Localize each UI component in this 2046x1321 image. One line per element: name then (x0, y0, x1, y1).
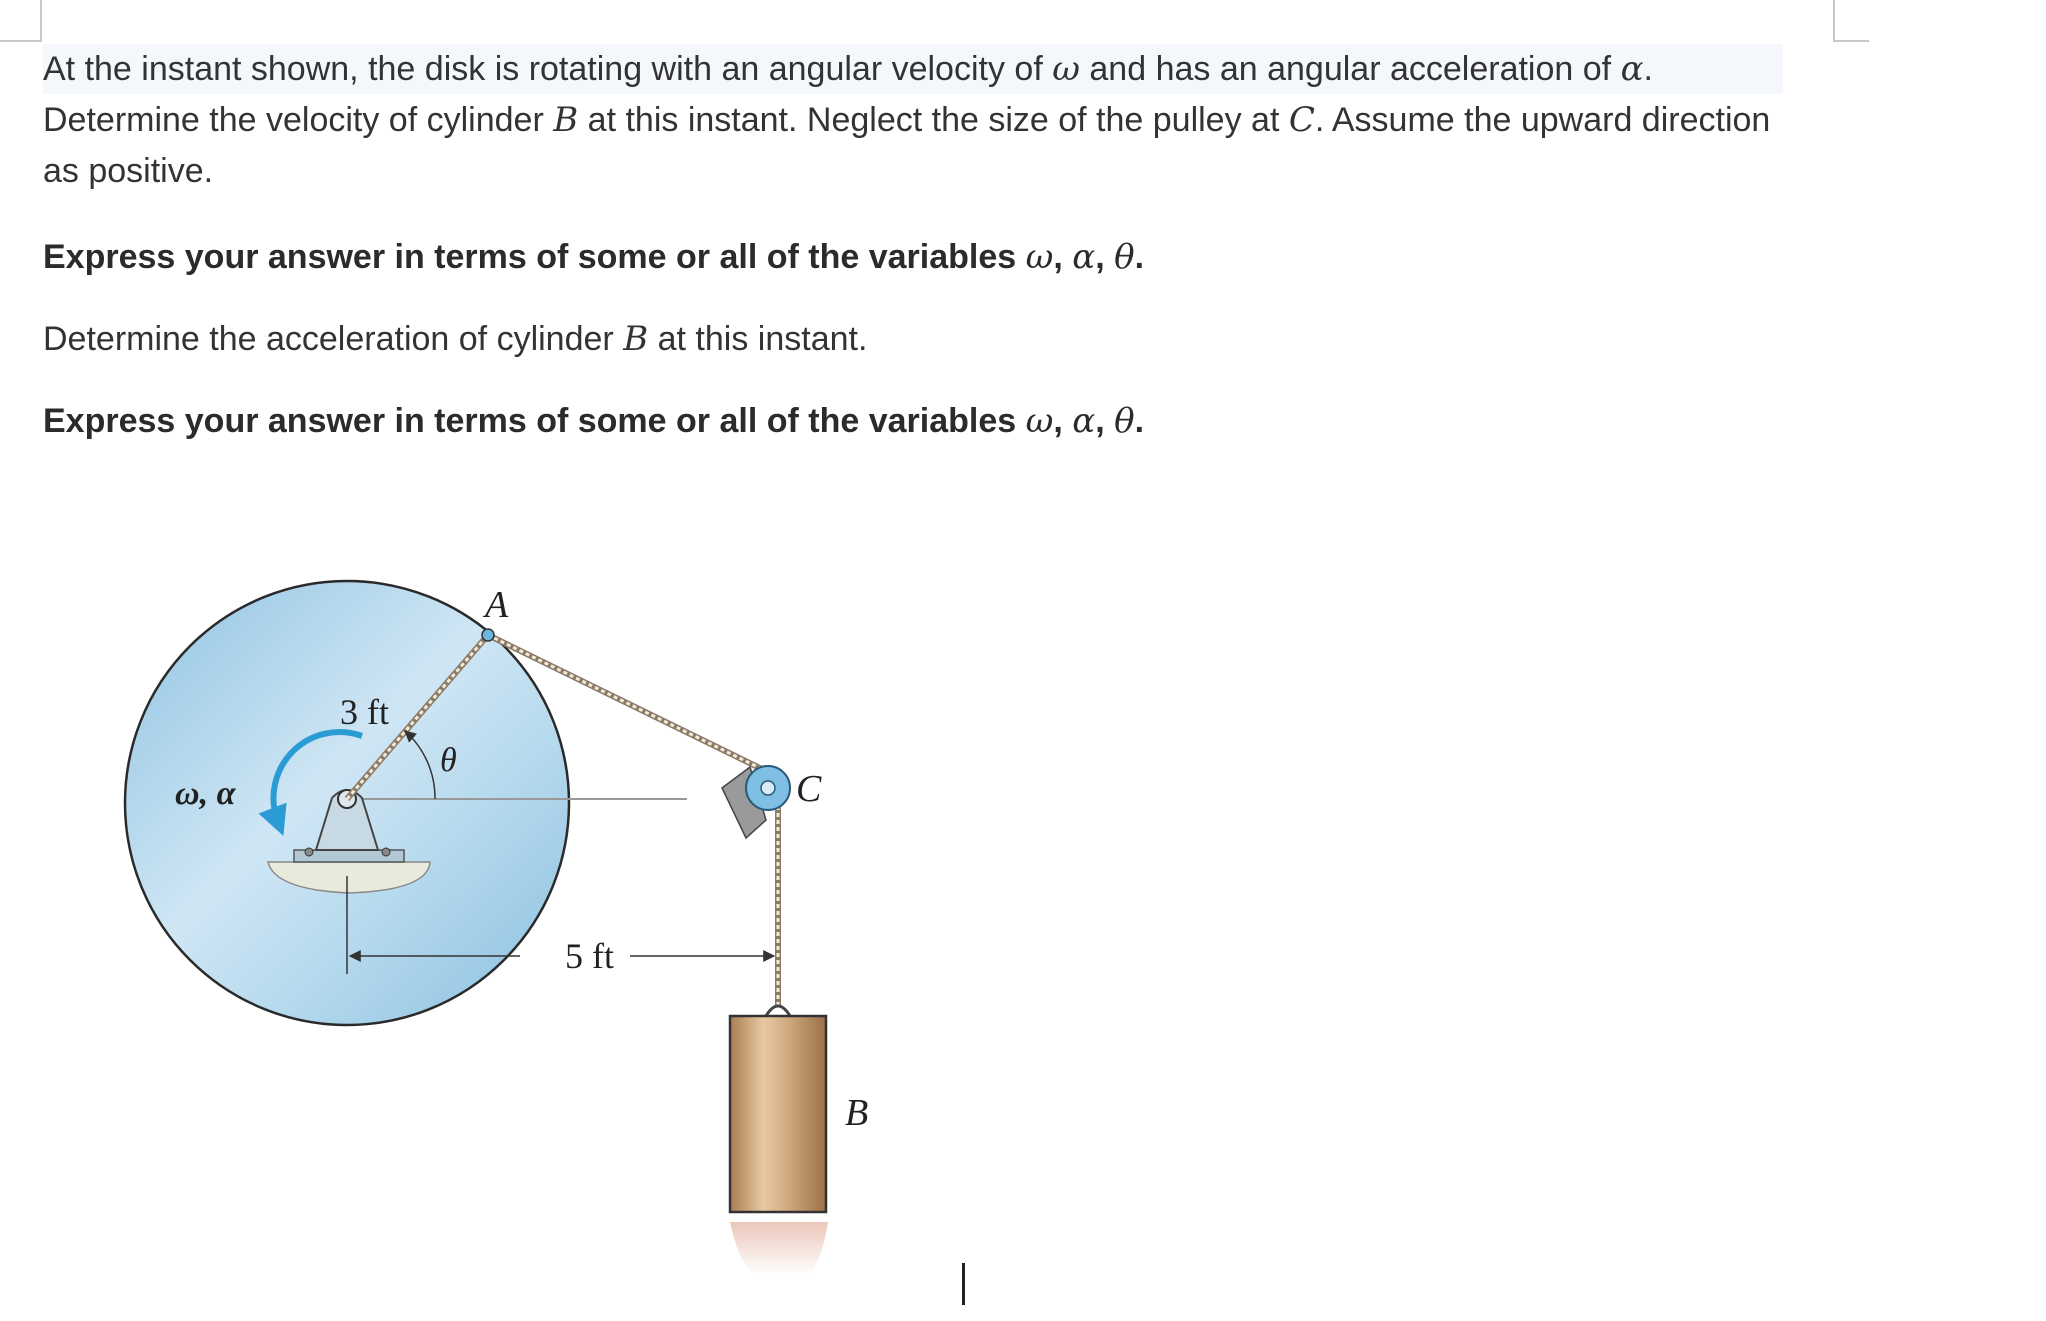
label-omega-alpha: ω, α (175, 775, 236, 812)
pulley-c-hub (761, 781, 775, 795)
separator: , (1053, 238, 1073, 276)
cylinder-b (730, 1016, 826, 1212)
theta-symbol: θ (1114, 237, 1135, 277)
separator: , (1095, 238, 1115, 276)
label-radius: 3 ft (340, 692, 389, 732)
cylinder-b-symbol: B (623, 319, 649, 359)
statement-text: At the instant shown, the disk is rotating with an angular velocity of (43, 50, 1053, 88)
label-theta: θ (440, 742, 457, 779)
label-a: A (485, 584, 509, 626)
label-distance: 5 ft (565, 936, 614, 976)
point-a-pin (482, 629, 494, 641)
statement-text: at this instant. Neglect the size of the pulley at (578, 101, 1289, 139)
omega-symbol: ω (1052, 49, 1080, 89)
alpha-symbol: α (1072, 401, 1096, 441)
corner-mark-right (1833, 0, 1869, 42)
statement-text: and has an angular acceleration of (1079, 50, 1621, 88)
pulley-c-symbol: C (1288, 100, 1315, 140)
statement-text: . Determine the velocity of cylinder (43, 50, 1653, 139)
mechanism-diagram (110, 560, 910, 1280)
question-text: Determine the acceleration of cylinder (43, 320, 624, 358)
alpha-symbol: α (1620, 49, 1644, 89)
text-cursor (962, 1263, 965, 1305)
cylinder-shadow (730, 1222, 828, 1275)
bolt-left (305, 848, 313, 856)
answer-instruction-1 (43, 232, 1783, 283)
instruction-text: Express your answer in terms of some or all of the variables (43, 238, 1026, 276)
corner-mark-left (0, 0, 42, 42)
cylinder-b-symbol: B (553, 100, 579, 140)
period: . (1134, 238, 1145, 276)
separator: , (1053, 402, 1073, 440)
cylinder-hook (766, 1006, 790, 1016)
statement-text: . Assume the upward direction as positive. (43, 101, 1771, 190)
omega-symbol: ω (1025, 237, 1054, 277)
theta-symbol: θ (1114, 401, 1135, 441)
mechanism-figure (110, 560, 910, 1280)
part-2-question (43, 314, 1783, 365)
question-text: at this instant. (648, 320, 868, 358)
problem-text (43, 44, 1783, 447)
alpha-symbol: α (1072, 237, 1096, 277)
answer-instruction-2 (43, 396, 1783, 447)
separator: , (1095, 402, 1115, 440)
label-c: C (796, 768, 822, 810)
problem-statement (43, 44, 1783, 197)
instruction-text: Express your answer in terms of some or all of the variables (43, 402, 1026, 440)
bolt-right (382, 848, 390, 856)
omega-symbol: ω (1025, 401, 1054, 441)
label-b: B (845, 1092, 869, 1134)
period: . (1134, 402, 1145, 440)
